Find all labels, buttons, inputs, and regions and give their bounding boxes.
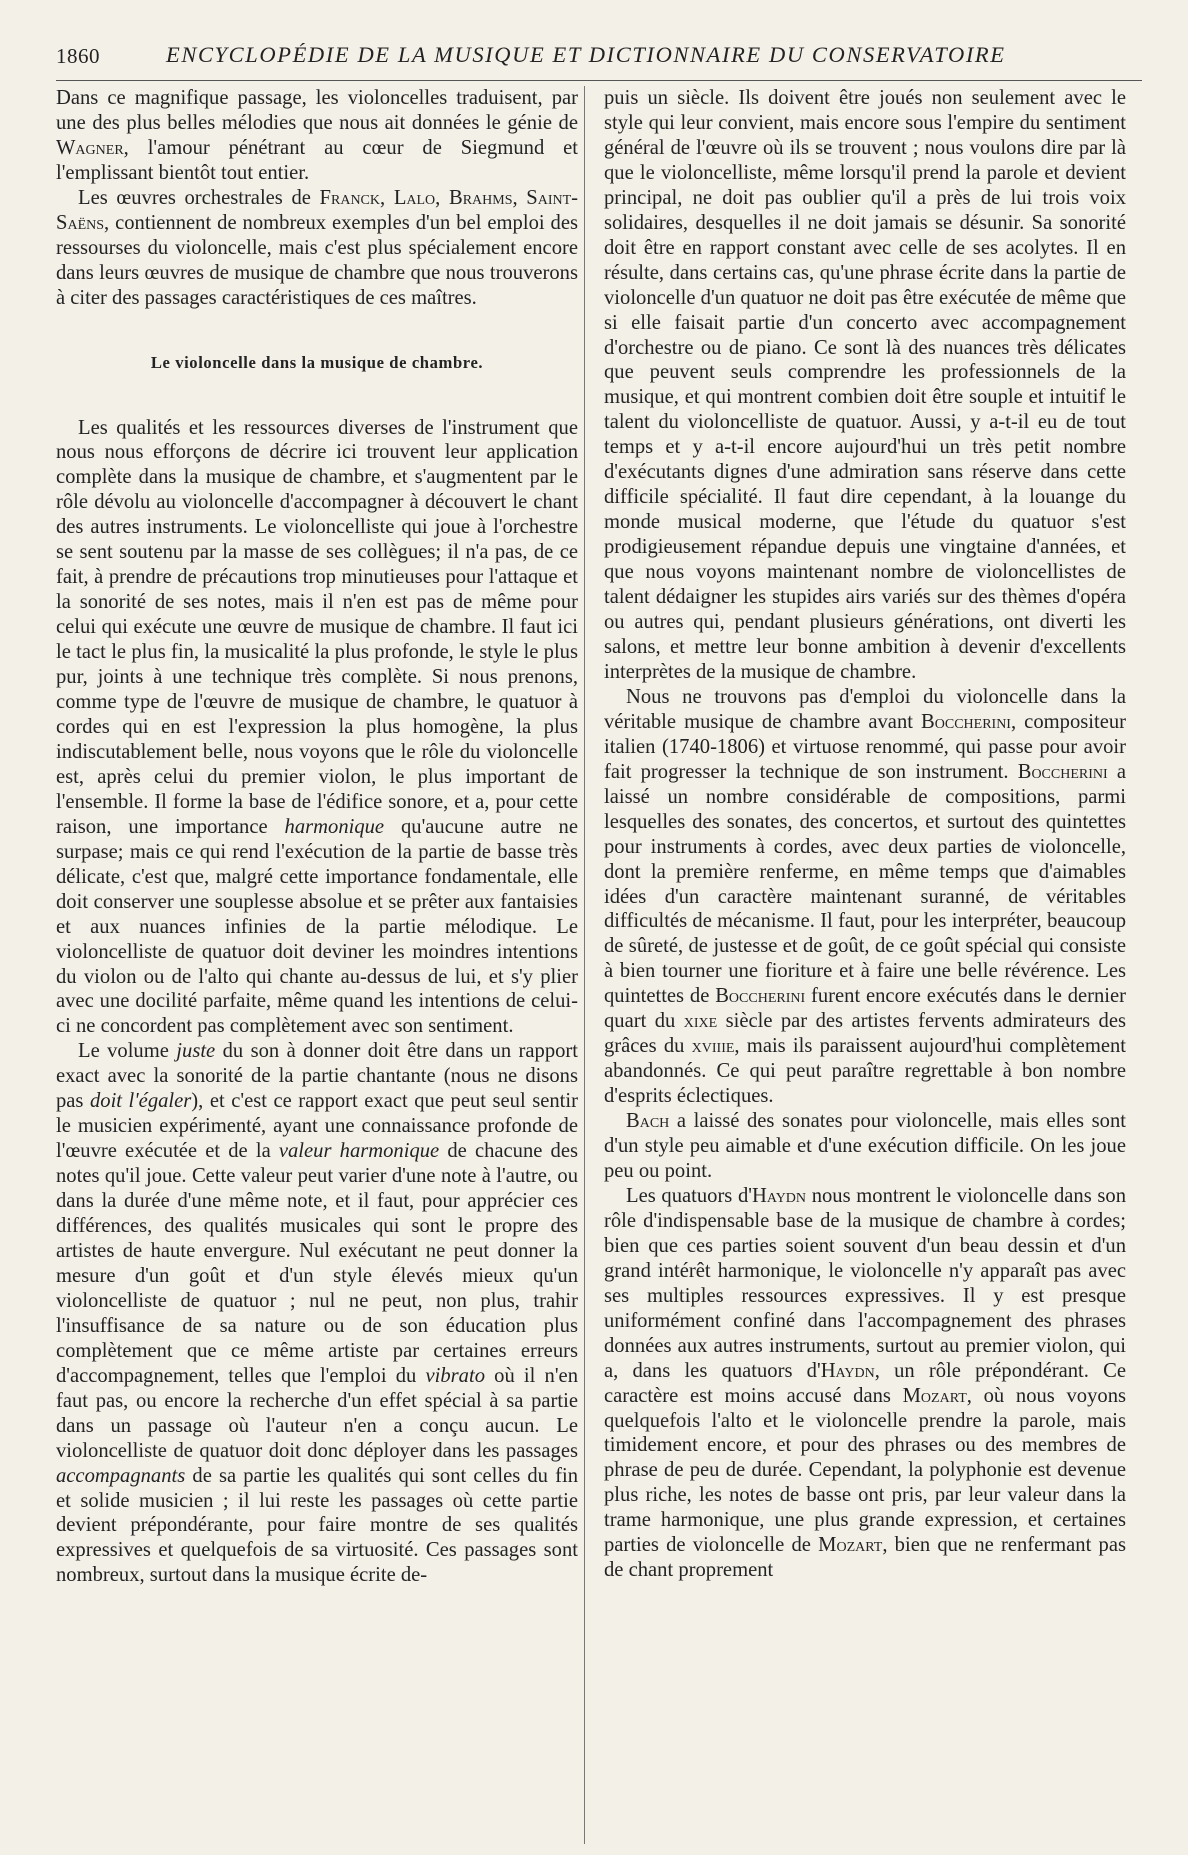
- paragraph-qualities: [56, 416, 578, 1040]
- right-column: [604, 86, 1126, 1583]
- text-run: qu'aucune autre ne surpase; mais ce qui rend l'exécution de la partie de basse très délicate, c'est que, malgré cette importance fondamentale, elle doit conserver une souplesse absolue et se prêter aux fantaisies et aux nuances infinies de la partie mélodique. Le violoncelliste de quatuor doit deviner les moindres intentions du violon ou de l'alto qui chante au-dessus de lui, et s'y plier avec une docilité parfaite, même quand les intentions de celui-ci ne concordent pas complètement avec son sentiment.: [56, 815, 578, 1038]
- text-run: a laissé un nombre considérable de compositions, parmi lesquelles des sonates, des concertos, et surtout des quintettes pour instruments à cordes, avec deux parties de violoncelle, dont la première renferme, en même temps que d'aimables idées d'un caractère maintenant suranné, de véritables difficultés de mécanisme. Il faut, pour les interpréter, beaucoup de sûreté, de justesse et de goût, de ce goût spécial qui consiste à bien tourner une fioriture et à faire une belle révérence. Les quintettes de: [604, 760, 1126, 1008]
- text-run: nous montrent le violoncelle dans son rôle d'indispensable base de la musique de chambre à cordes; bien que ces parties soient souvent d'un beau dessin et d'un grand intérêt harmonique, le violoncelle n'y apparaît pas avec ses multiples ressources expressives. Il y est presque uniformément confiné dans l'accompagnement des phrases données aux autres instruments, surtout au premier violon, qui a, dans les quatuors d': [604, 1184, 1126, 1382]
- text-run: ,: [380, 186, 394, 209]
- text-run: ,: [512, 186, 527, 209]
- text-run: Nous ne trouvons pas d'emploi du violoncelle dans la véritable musique de chambre avant: [604, 685, 1126, 733]
- text-run: , contiennent de nombreux exemples d'un bel emploi des ressourses du violoncelle, mais c'est plus spécialement encore dans leurs œuvres de musique de chambre que nous trouverons à citer des passages caractéristiques de ces maîtres.: [56, 211, 578, 309]
- italic-term: valeur harmonique: [278, 1140, 440, 1163]
- italic-term: vibrato: [425, 1364, 485, 1387]
- text-run: , l'amour pénétrant au cœur de Siegmund et l'emplissant bientôt tout entier.: [56, 136, 578, 184]
- header-rule: [56, 80, 1142, 81]
- running-title: ENCYCLOPÉDIE DE LA MUSIQUE ET DICTIONNAIRE DU CONSERVATOIRE: [166, 42, 1006, 67]
- composer-name: Mozart: [818, 1534, 883, 1557]
- composer-name: Franck: [319, 186, 381, 209]
- italic-term: harmonique: [284, 815, 385, 838]
- composer-name: Haydn: [752, 1184, 807, 1207]
- paragraph-wagner: [56, 86, 578, 186]
- running-header: [56, 38, 1138, 78]
- paragraph-boccherini: [604, 685, 1126, 1109]
- text-run: , bien que ne renfermant pas de chant proprement: [604, 1534, 1126, 1582]
- text-run: ,: [435, 186, 449, 209]
- page-number: 1860: [56, 44, 100, 68]
- text-run: , un rôle prépondérant. Ce caractère est moins accusé dans: [604, 1359, 1126, 1407]
- composer-name: Wagner: [56, 136, 124, 159]
- italic-term: doit l'égaler: [89, 1090, 192, 1113]
- text-run: Dans ce magnifique passage, les violoncelles traduisent, par une des plus belles mélodies que nous ait données le génie de: [56, 87, 578, 134]
- text-run: , mais ils paraissent aujourd'hui complètement abandonnés. Ce qui peut paraître regrettable à bon nombre d'esprits éclectiques.: [604, 1035, 1126, 1108]
- composer-name: Mozart: [902, 1384, 967, 1407]
- composer-name: Boccherini: [921, 710, 1011, 733]
- text-run: Les quatuors d': [626, 1184, 752, 1207]
- composer-name: Bach: [626, 1110, 670, 1133]
- text-run: furent encore exécutés dans le dernier quart du: [604, 985, 1127, 1033]
- text-run: siècle par des artistes fervents admirateurs des grâces du: [604, 1010, 1126, 1058]
- paragraph-orchestral-works: [56, 186, 578, 311]
- column-divider: [584, 86, 585, 1844]
- text-run: , où nous voyons quelquefois l'alto et le violoncelle prendre la parole, mais timidement encore, et pour des phrases ou des membres de phrase de peu de durée. Cependant, la polyphonie est devenue plus riche, les notes de basse ont pris, par leur valeur dans la trame harmonique, une plus grande expression, et certaines parties de violoncelle de: [604, 1384, 1127, 1557]
- century-numeral: xixe: [683, 1010, 718, 1033]
- composer-name: Saint-Saëns: [56, 186, 579, 234]
- text-run: , compositeur italien (1740-1806) et virtuose renommé, qui passe pour avoir fait progresser la technique de son instrument.: [604, 710, 1126, 783]
- composer-name: Boccherini: [1017, 760, 1108, 783]
- text-run: a laissé des sonates pour violoncelle, mais elles sont d'un style peu aimable et d'une exécution difficile. On les joue peu ou point.: [604, 1110, 1126, 1182]
- paragraph-continuation: puis un siècle. Ils doivent être joués non seulement avec le style qui leur convient, mais encore sous l'empire du sentiment général de l'œuvre où ils se trouvent ; nous voulons dire par là que le violoncelliste, même lorsqu'il prend la parole et devient principal, ne doit pas oublier qu'il a près de lui trois voix solidaires, desquelles il ne doit jamais se désunir. Sa sonorité doit être en rapport constant avec celle de ses acolytes. Il en résulte, dans certains cas, qu'une phrase écrite dans la partie de violoncelle d'un quatuor ne doit pas être exécutée de même que si elle faisait partie d'un concerto avec accompagnement d'orchestre ou de piano. Ce sont là des nuances très délicates que peuvent seuls comprendre les professionnels de la musique, et qui montrent combien doit être souple et intuitif le talent du violoncelliste de quatuor. Aussi, y a-t-il eu de tout temps et y a-t-il encore aujourd'hui un très petit nombre d'exécutants dignes d'une admiration sans réserve dans cette difficile spécialité. Il faut dire cependant, à la louange du monde musical moderne, que l'étude du quatuor s'est prodigieusement répandue depuis une vingtaine d'années, et que nous voyons maintenant nombre de violoncellistes de talent dédaigner les stupides airs variés sur des thèmes d'opéra ou autres qui, pendant plusieurs générations, ont diverti les salons, et mettre leur bonne ambition à devenir d'excellents interprètes de la musique de chambre.: [604, 87, 1126, 683]
- composer-name: Brahms: [448, 186, 513, 209]
- paragraph-bach: [604, 1109, 1126, 1184]
- text-run: Le volume: [78, 1040, 177, 1063]
- paragraph-volume: [56, 1039, 578, 1588]
- section-heading: Le violoncelle dans la musique de chambre.: [150, 352, 484, 372]
- text-run: où il n'en faut pas, ou encore la recherche d'un effet spécial à sa partie dans un passage où l'auteur n'en a conçu aucun. Le violoncelliste de quatuor doit donc déployer dans les passages: [56, 1364, 578, 1462]
- text-run: de sa partie les qualités qui sont celles du fin et solide musicien ; il lui reste les passages où cette partie devient prépondérante, pour faire montre de ses qualités expressives et quelquefois de sa virtuosité. Ces passages sont nombreux, surtout dans la musique écrite de-: [56, 1464, 578, 1587]
- century-numeral: xviiie: [691, 1035, 735, 1058]
- composer-name: Haydn: [820, 1359, 875, 1382]
- left-column: [56, 86, 578, 1588]
- composer-name: Boccherini: [715, 985, 806, 1008]
- paragraph-haydn-mozart: [604, 1184, 1126, 1583]
- composer-name: Lalo: [393, 186, 436, 209]
- text-run: du son à donner doit être dans un rapport exact avec la sonorité de la partie chantante (nous ne disons pas: [56, 1040, 578, 1113]
- text-run: Les œuvres orchestrales de: [78, 186, 320, 209]
- italic-term: juste: [176, 1040, 216, 1063]
- text-run: Les qualités et les ressources diverses de l'instrument que nous nous efforçons de décrire ici trouvent leur application complète dans la musique de chambre, et s'augmentent par le rôle dévolu au violoncelle d'accompagner à découvert le chant des autres instruments. Le violoncelliste qui joue à l'orchestre se sent soutenu par la masse de ses collègues; il n'a pas, de ce fait, à prendre de précautions trop minutieuses pour l'attaque et la sonorité de ses notes, mais il n'en est pas de même pour celui qui exécute une œuvre de musique de chambre. Il faut ici le tact le plus fin, la musicalité la plus profonde, le style le plus pur, joints à une technique très complète. Si nous prenons, comme type de l'œuvre de musique de chambre, le quatuor à cordes qui en est l'expression la plus homogène, la plus indiscutablement belle, nous voyons que le rôle du violoncelle est, après celui du premier violon, le plus important de l'ensemble. Il forme la base de l'édifice sonore, et a, pour cette raison, une importance: [56, 416, 578, 838]
- text-run: de chacune des notes qu'il joue. Cette valeur peut varier d'une note à l'autre, ou dans la durée d'une même note, et il faut, pour apprécier ces différences, des qualités musicales qui sont le propre des artistes de haute envergure. Nul exécutant ne peut donner la mesure d'un goût et d'un style élevés mieux qu'un violoncelliste de quatuor ; nul ne peut, non plus, trahir l'insuffisance de sa nature ou de son éducation plus complètement que ce même artiste par certaines erreurs d'accompagnement, telles que l'emploi du: [56, 1140, 579, 1387]
- text-run: ), et c'est ce rapport exact que peut seul sentir le musicien expérimenté, ayant une connaissance profonde de l'œuvre exécutée et de la: [56, 1090, 578, 1163]
- italic-term: accompagnants: [56, 1464, 186, 1487]
